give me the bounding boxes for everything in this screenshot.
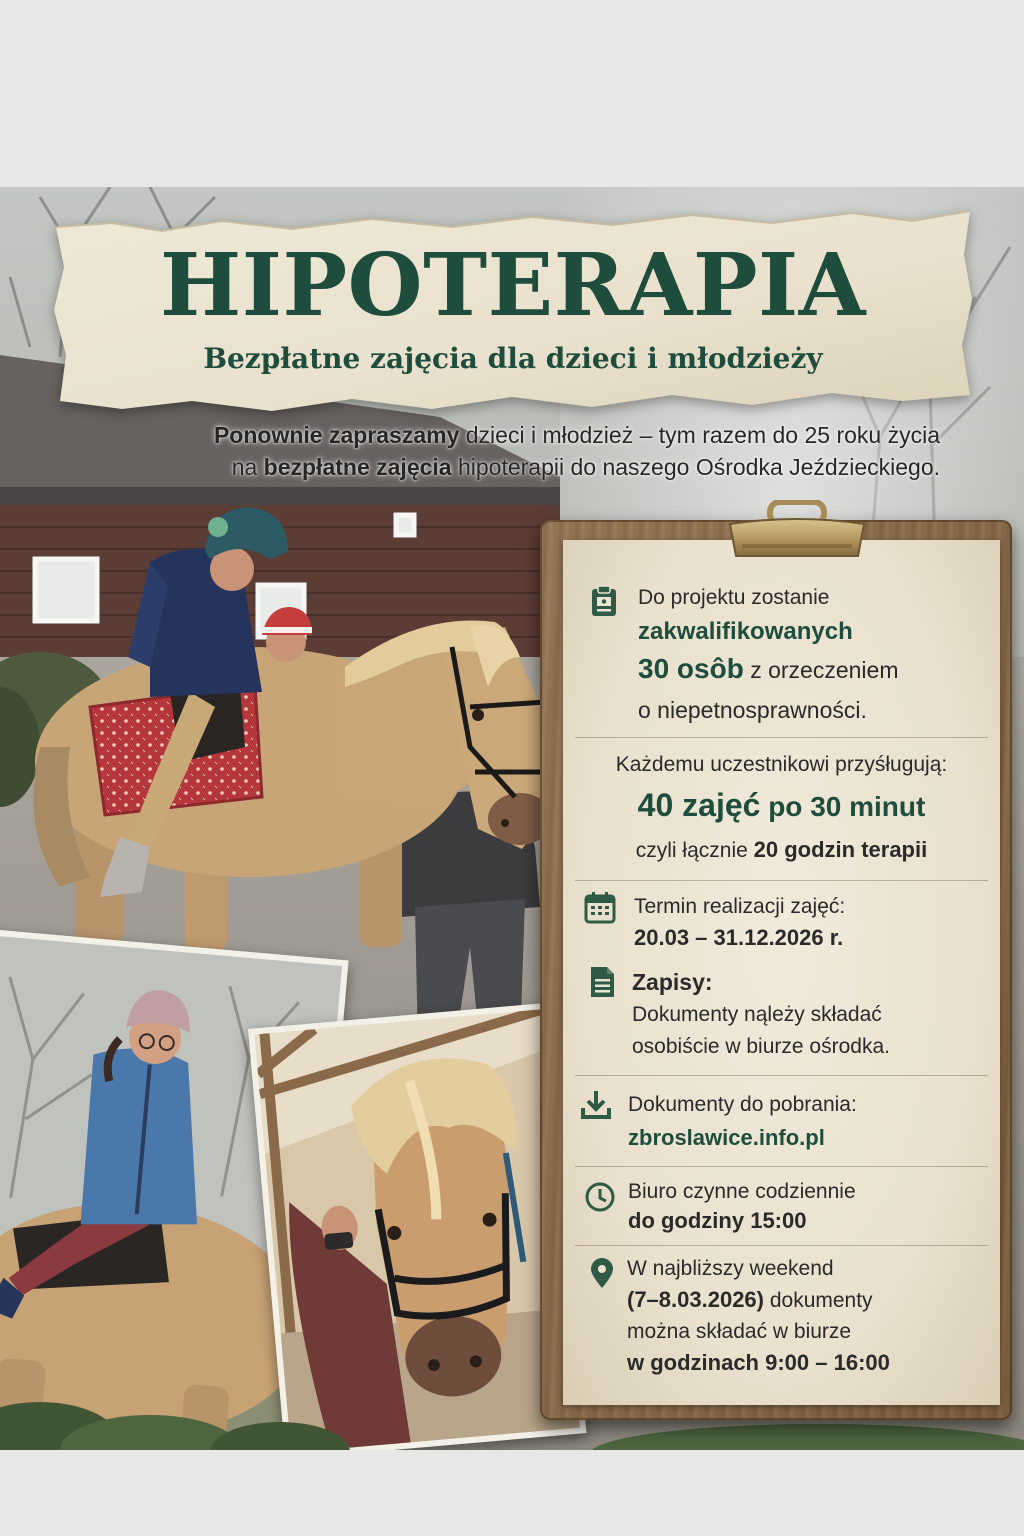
session-count: 40 zajęć bbox=[637, 787, 761, 823]
document-icon bbox=[585, 965, 619, 999]
registration-info bbox=[632, 965, 890, 1063]
divider bbox=[575, 1245, 988, 1246]
registration-line-2: osobiście w biurze ośrodka. bbox=[632, 1035, 890, 1058]
weekend-line-3: można składać w biurze bbox=[627, 1320, 852, 1343]
divider bbox=[575, 1075, 988, 1076]
weekend-info bbox=[627, 1253, 890, 1378]
download-icon bbox=[579, 1088, 613, 1122]
total-hours: 20 godzin terapii bbox=[753, 837, 928, 862]
poster bbox=[0, 187, 1024, 1450]
intro-line-1-bold: Ponownie zapraszamy bbox=[213, 422, 460, 448]
weekend-line-2-rest: dokumenty bbox=[764, 1289, 873, 1312]
weekend-line-4: w godzinach 9:00 – 16:00 bbox=[627, 1350, 890, 1375]
qualification-line-4: o niepetnosprawności. bbox=[638, 697, 867, 723]
entitlement-line-3-pre: czyli łącznie bbox=[635, 839, 754, 862]
clock-icon bbox=[583, 1180, 617, 1214]
office-line-1: Biuro czynne codziennie bbox=[628, 1180, 856, 1203]
qualification-line-1: Do projektu zostanie bbox=[638, 586, 830, 609]
qualification-line-3 bbox=[638, 650, 898, 691]
download-label: Dokumenty do pobrania: bbox=[628, 1093, 857, 1116]
office-hours-info bbox=[628, 1177, 856, 1235]
divider bbox=[575, 1166, 988, 1167]
weekend-line-2 bbox=[627, 1284, 890, 1316]
weekend-line-1: W najbliższy weekend bbox=[627, 1257, 834, 1280]
intro-line-2 bbox=[40, 451, 940, 483]
divider bbox=[575, 737, 988, 738]
download-info bbox=[628, 1088, 857, 1154]
clipboard-icon bbox=[587, 584, 621, 618]
divider bbox=[575, 880, 988, 881]
poster-subtitle: Bezpłatne zajęcia dla dzieci i młodzieży bbox=[203, 342, 823, 375]
schedule-label: Termin realizacji zajęć: bbox=[634, 895, 846, 918]
entitlement-info bbox=[563, 747, 1000, 869]
weekend-dates: (7–8.03.2026) bbox=[627, 1287, 764, 1312]
clipboard-paper bbox=[563, 540, 1000, 1405]
poster-title: HIPOTERAPIA bbox=[160, 235, 866, 336]
entitlement-line-1: Każdemu uczestnikowi przyśługują: bbox=[615, 753, 948, 776]
intro-line-2-bold: bezpłatne zajęcia bbox=[263, 454, 452, 480]
participant-count: 30 osôb bbox=[638, 653, 744, 684]
entitlement-line-2 bbox=[563, 783, 1000, 832]
qualification-info bbox=[638, 582, 898, 729]
intro-line-2-rest: hipoterapii do naszego Ośrodka Jeździeckiego. bbox=[451, 454, 940, 480]
registration-line-1: Dokumenty nąleży składać bbox=[632, 1003, 882, 1026]
info-clipboard bbox=[540, 520, 1012, 1420]
registration-title: Zapisy: bbox=[632, 969, 713, 995]
download-url[interactable]: zbroslawice.info.pl bbox=[628, 1125, 825, 1150]
intro-line-2-pre: na bbox=[231, 454, 264, 480]
qualification-line-3-rest: z orzeczeniem bbox=[743, 657, 899, 683]
schedule-info bbox=[634, 891, 845, 953]
qualification-line-2: zakwalifikowanych bbox=[638, 618, 853, 645]
schedule-dates: 20.03 – 31.12.2026 r. bbox=[634, 925, 844, 950]
intro-text bbox=[40, 419, 940, 483]
calendar-icon bbox=[583, 890, 617, 924]
intro-line-1-rest: dzieci i młodzież – tym razem do 25 roku życia bbox=[459, 422, 940, 448]
location-pin-icon bbox=[585, 1256, 619, 1290]
title-banner bbox=[52, 205, 974, 415]
session-duration: po 30 minut bbox=[760, 791, 926, 822]
office-line-2: do godziny 15:00 bbox=[628, 1208, 807, 1233]
intro-line-1 bbox=[40, 419, 940, 451]
clipboard-clip bbox=[722, 500, 872, 560]
entitlement-line-3 bbox=[563, 832, 1000, 869]
